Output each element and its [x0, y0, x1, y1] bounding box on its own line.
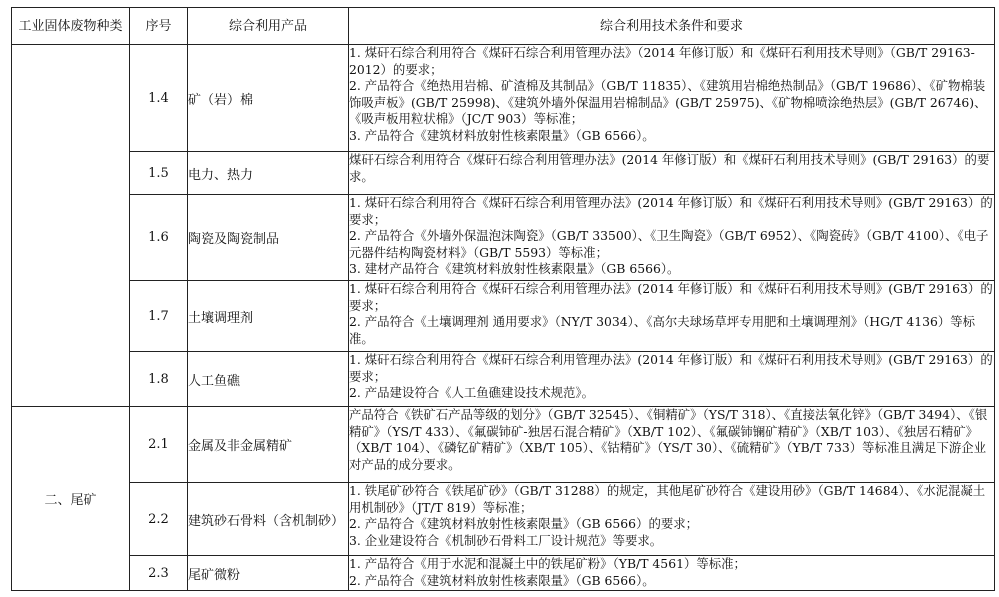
- row-product: 金属及非金属精矿: [188, 407, 349, 483]
- row-product: 土壤调理剂: [188, 281, 349, 352]
- row-seq: 1.7: [130, 281, 188, 352]
- requirement-line: 2. 产品符合《建筑材料放射性核素限量》（GB 6566）。: [349, 572, 655, 588]
- row-product: 陶瓷及陶瓷制品: [188, 195, 349, 281]
- category-coal-gangue: [12, 45, 130, 407]
- row-product: 电力、热力: [188, 152, 349, 195]
- header-seq: 序号: [130, 8, 188, 45]
- requirement-line: 2. 产品符合《建筑材料放射性核素限量》（GB 6566）的要求；: [349, 516, 699, 532]
- row-seq: 2.1: [130, 407, 188, 483]
- row-requirements: [349, 483, 995, 556]
- requirement-line: 1. 煤矸石综合利用符合《煤矸石综合利用管理办法》(2014 年修订版）和《煤矸石利用技术导则》(GB/T 29163）的要求；: [349, 281, 993, 313]
- table-row: [12, 281, 995, 352]
- requirement-line: 1. 煤矸石综合利用符合《煤矸石综合利用管理办法》（2014 年修订版）和《煤矸石利用技术导则》（GB/T 29163-2012）的要求；: [349, 45, 975, 77]
- header-product: 综合利用产品: [188, 8, 349, 45]
- row-seq: 1.5: [130, 152, 188, 195]
- requirement-line: 1. 产品符合《用于水泥和混凝土中的铁尾矿粉》（YB/T 4561）等标准；: [349, 556, 746, 571]
- row-requirements: [349, 352, 995, 407]
- requirement-line: 产品符合《铁矿石产品等级的划分》（GB/T 32545）、《铜精矿》（YS/T 318）、《直接法氧化锌》（GB/T 3494）、《银精矿》（YS/T 433）、《氟碳铈矿-独居石混合精矿》（XB/T 102）、《氟碳铈镧矿精矿》（XB/T 103）、《独居石精矿》（XB/T 104）、《磷钇矿精矿》（XB/T 105）、《钴精矿》（YS/T 30）、《硫精矿》（YB/T 733）等标准且满足下游企业对产品的成分要求。: [349, 407, 988, 472]
- row-requirements: [349, 45, 995, 152]
- header-category: 工业固体废物种类: [12, 8, 130, 45]
- row-seq: 1.4: [130, 45, 188, 152]
- table-row: [12, 195, 995, 281]
- row-seq: 2.3: [130, 556, 188, 591]
- requirement-line: 2. 产品符合《外墙外保温泡沫陶瓷》（GB/T 33500）、《卫生陶瓷》（GB/T 6952）、《陶瓷砖》（GB/T 4100）、《电子元器件结构陶瓷材料》（GB/T 5593）等标准；: [349, 228, 989, 260]
- header-row: [12, 8, 995, 45]
- requirement-line: 2. 产品符合《土壤调理剂 通用要求》（NY/T 3034）、《高尔夫球场草坪专用肥和土壤调理剂》（HG/T 4136）等标准。: [349, 314, 976, 346]
- row-seq: 1.8: [130, 352, 188, 407]
- row-requirements: [349, 195, 995, 281]
- row-seq: 2.2: [130, 483, 188, 556]
- row-seq: 1.6: [130, 195, 188, 281]
- requirement-line: 3. 建材产品符合《建筑材料放射性核素限量》（GB 6566）。: [349, 261, 680, 277]
- table-row: [12, 407, 995, 483]
- requirement-line: 1. 煤矸石综合利用符合《煤矸石综合利用管理办法》(2014 年修订版）和《煤矸石利用技术导则》(GB/T 29163）的要求；: [349, 195, 993, 227]
- requirement-line: 2. 产品建设符合《人工鱼礁建设技术规范》。: [349, 385, 594, 401]
- table-row: [12, 556, 995, 591]
- requirement-line: 1. 煤矸石综合利用符合《煤矸石综合利用管理办法》(2014 年修订版）和《煤矸石利用技术导则》(GB/T 29163）的要求；: [349, 352, 993, 384]
- category-tailings: 二、尾矿: [12, 407, 130, 591]
- standards-table: [11, 7, 995, 591]
- requirement-line: 3. 企业建设符合《机制砂石骨料工厂设计规范》等要求。: [349, 532, 663, 548]
- requirement-line: 2. 产品符合《绝热用岩棉、矿渣棉及其制品》（GB/T 11835）、《建筑用岩棉绝热制品》（GB/T 19686）、《矿物棉装饰吸声板》(GB/T 25998)、《建筑外墙外保温用岩棉制品》(GB/T 25975)、《矿物棉喷涂绝热层》(GB/T 26746)、《吸声板用粒状棉》（JC/T 903）等标准；: [349, 78, 987, 127]
- row-product: 人工鱼礁: [188, 352, 349, 407]
- table-row: [12, 152, 995, 195]
- table-row: [12, 45, 995, 152]
- row-product: 矿（岩）棉: [188, 45, 349, 152]
- header-requirement: 综合利用技术条件和要求: [349, 8, 995, 45]
- requirement-line: 煤矸石综合利用符合《煤矸石综合利用管理办法》(2014 年修订版）和《煤矸石利用技术导则》(GB/T 29163）的要求。: [349, 152, 990, 184]
- requirement-line: 1. 铁尾矿砂符合《铁尾矿砂》（GB/T 31288）的规定，其他尾矿砂符合《建设用砂》（GB/T 14684）、《水泥混凝土用机制砂》（JT/T 819）等标准；: [349, 483, 986, 515]
- table-row: [12, 483, 995, 556]
- row-requirements: [349, 556, 995, 591]
- row-product: 尾矿微粉: [188, 556, 349, 591]
- row-product: 建筑砂石骨料（含机制砂）: [188, 483, 349, 556]
- table-row: [12, 352, 995, 407]
- row-requirements: [349, 407, 995, 483]
- row-requirements: [349, 152, 995, 195]
- row-requirements: [349, 281, 995, 352]
- requirement-line: 3. 产品符合《建筑材料放射性核素限量》（GB 6566）。: [349, 127, 655, 143]
